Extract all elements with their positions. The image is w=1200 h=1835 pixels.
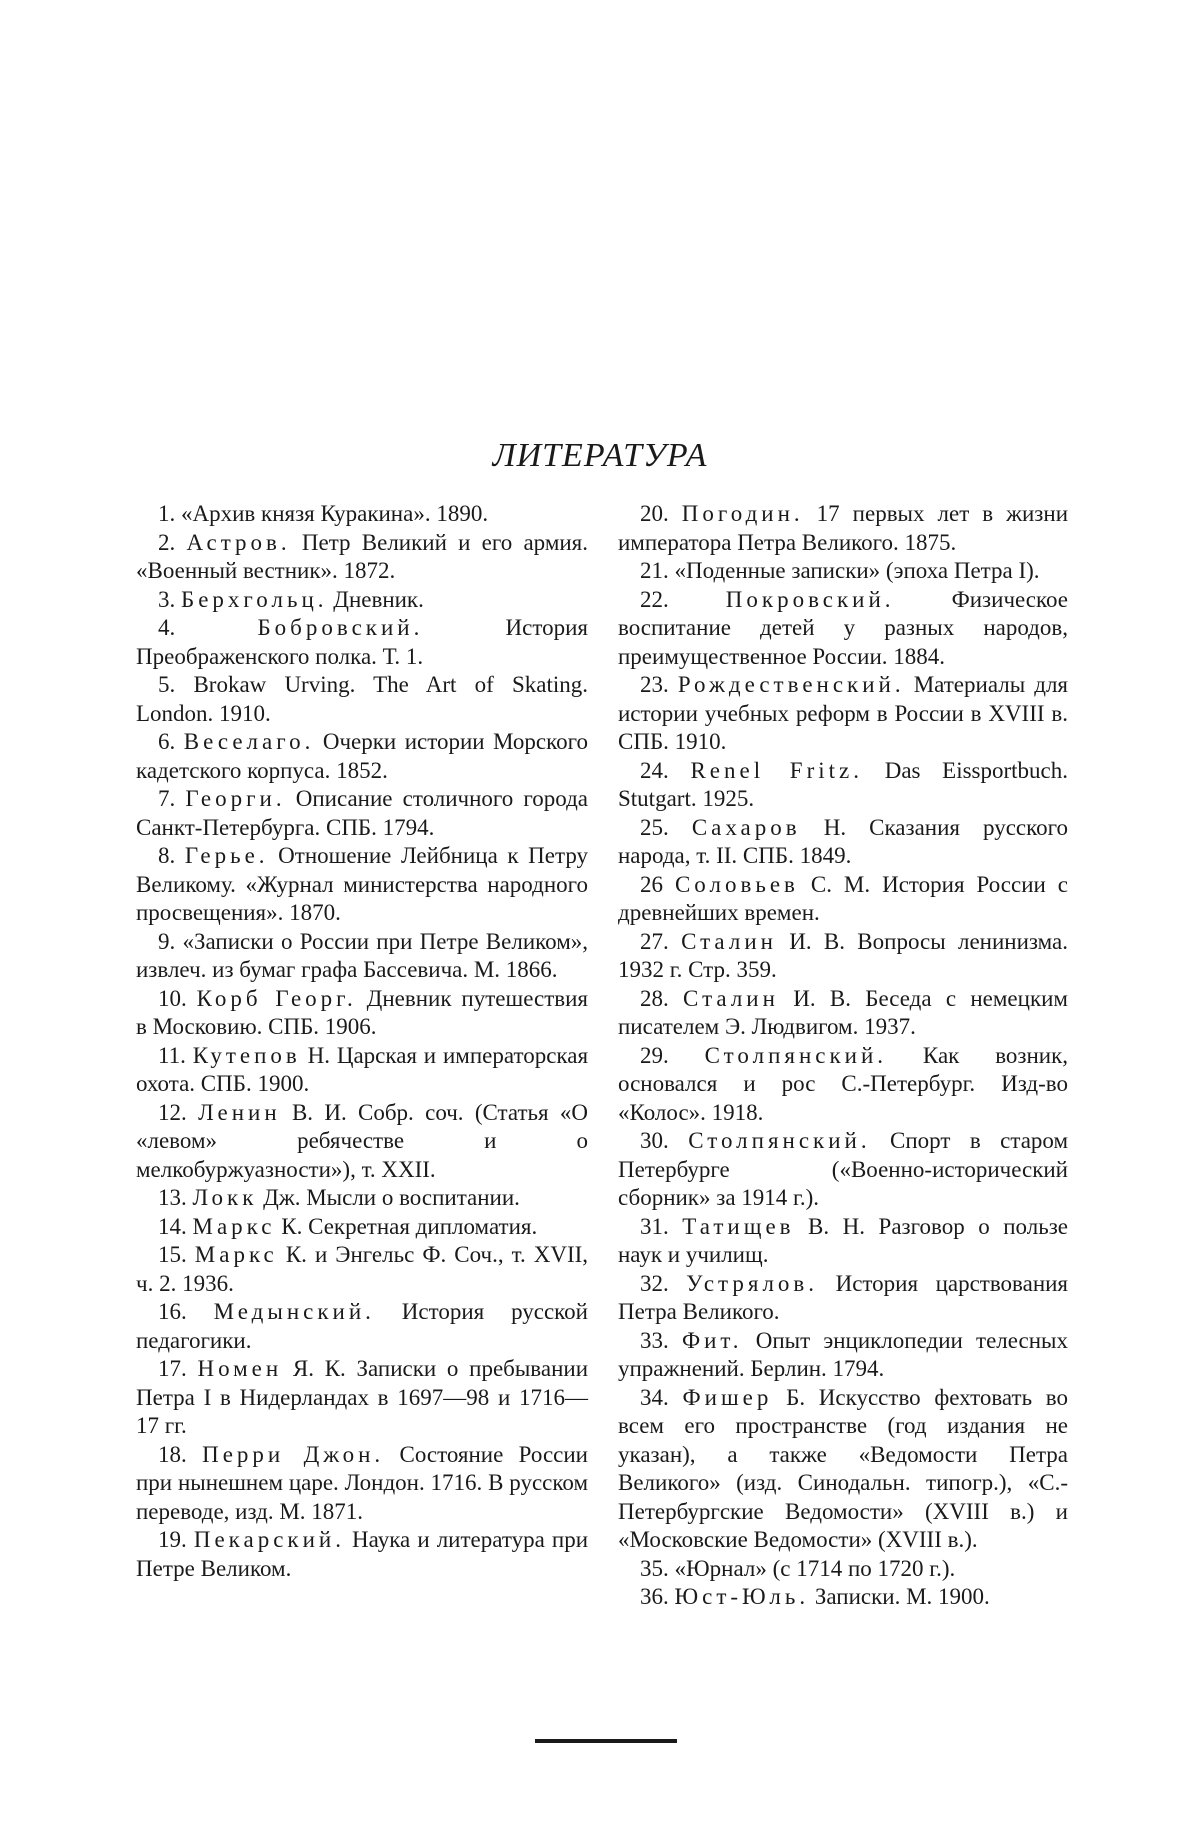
bibliography-entry [136, 985, 588, 1042]
entry-author: Рождественский. [677, 672, 905, 697]
entry-text: В. И. Собр. соч. (Статья «О «левом» ребячестве и о мелкобуржуазности»), т. XXII. [136, 1099, 589, 1182]
entry-text: «Записки о России при Петре Великом», извлеч. из бумаг графа Бассевича. М. 1866. [136, 928, 588, 982]
entry-text: Как возник, основался и рос С.-Петербург. Изд-во «Колос». 1918. [618, 1042, 1069, 1125]
bibliography-column-right [618, 500, 1068, 1612]
bibliography-entry [136, 1526, 588, 1583]
entry-number: 4. [158, 615, 176, 640]
entry-author: Сталин [681, 928, 777, 954]
entry-text: Отношение Лейбница к Петру Великому. «Журнал министерства народного просвещения». 1870. [136, 843, 589, 925]
bibliography-entry [618, 757, 1068, 814]
entry-author: Татищев [682, 1213, 795, 1239]
entry-author: Георги. [185, 786, 286, 811]
entry-author: Номен [197, 1356, 283, 1381]
entry-number: 19. [158, 1527, 187, 1552]
bibliography-entry [618, 1270, 1068, 1327]
bibliography-entry [136, 728, 588, 785]
entry-text: «Поденные записки» (эпоха Петра I). [674, 558, 1040, 583]
bibliography-entry [618, 1555, 1068, 1584]
bibliography-entry [618, 1327, 1068, 1384]
entry-number: 31. [640, 1213, 669, 1239]
entry-number: 34. [640, 1384, 669, 1410]
entry-text: Я. К. Записки о пребывании Петра I в Нидерландах в 1697—98 и 1716—17 гг. [136, 1356, 588, 1438]
entry-number: 2. [158, 529, 176, 555]
bibliography-entry [136, 529, 588, 586]
end-rule [535, 1739, 677, 1743]
bibliography-entry [618, 557, 1068, 586]
entry-number: 15. [158, 1242, 187, 1267]
bibliography-entry [618, 1384, 1068, 1555]
entry-number: 1. [158, 501, 176, 526]
bibliography-entry [136, 928, 588, 985]
entry-author: Сталин [683, 985, 779, 1011]
entry-text: Спорт в старом Петербурге («Военно-исторический сборник» за 1914 г.). [618, 1128, 1069, 1210]
bibliography-entry [136, 500, 588, 529]
entry-author: Медынский. [213, 1299, 375, 1324]
entry-author: Покровский. [725, 586, 895, 612]
bibliography-entry [136, 842, 588, 928]
entry-text: История Преображенского полка. Т. 1. [136, 615, 589, 669]
entry-text: К. Секретная дипломатия. [281, 1213, 538, 1239]
bibliography-entry [618, 871, 1068, 928]
entry-author: Устрялов. [686, 1270, 819, 1296]
entry-author: Юст-Юль. [674, 1584, 810, 1609]
entry-number: 36. [640, 1584, 669, 1609]
bibliography-entry [136, 614, 588, 671]
entry-text: 17 первых лет в жизни императора Петра Великого. 1875. [618, 501, 1069, 555]
entry-author: Кутепов [192, 1042, 301, 1068]
entry-number: 13. [158, 1185, 187, 1210]
entry-number: 32. [640, 1270, 669, 1296]
bibliography-entry [618, 1583, 1068, 1612]
entry-number: 12. [158, 1099, 187, 1125]
entry-text: Н. Сказания русского народа, т. II. СПБ. 1849. [618, 814, 1069, 868]
entry-author: Астров. [186, 529, 291, 555]
entry-number: 29. [640, 1042, 669, 1068]
entry-number: 9. [158, 928, 176, 954]
entry-text: История царствования Петра Великого. [618, 1270, 1069, 1324]
entry-text: С. М. История России с древнейших времен. [618, 871, 1069, 925]
entry-number: 3. [158, 586, 176, 612]
bibliography-entry [136, 586, 588, 615]
entry-author: Герье. [184, 843, 269, 868]
entry-number: 20. [640, 501, 669, 526]
entry-text: История русской педагогики. [136, 1299, 588, 1353]
entry-number: 27. [640, 928, 669, 954]
entry-number: 18. [158, 1441, 187, 1467]
bibliography-entry [136, 1099, 588, 1185]
bibliography-entry [618, 1042, 1068, 1128]
entry-text: Дневник. [333, 586, 424, 612]
entry-text: Физическое воспитание детей у разных народов, преимущественное России. 1884. [618, 586, 1069, 669]
entry-number: 24. [640, 757, 669, 783]
entry-author: Перри Джон. [202, 1441, 385, 1467]
bibliography-column-left [136, 500, 588, 1583]
entry-author: Корб Георг. [196, 985, 357, 1011]
entry-text: Дж. Мысли о воспитании. [263, 1185, 520, 1210]
entry-number: 21. [640, 558, 669, 583]
entry-number: 8. [158, 843, 176, 868]
entry-text: Очерки истории Морского кадетского корпуса. 1852. [136, 729, 589, 783]
entry-text: К. и Энгельс Ф. Соч., т. XVII, ч. 2. 1936. [136, 1242, 589, 1296]
entry-text: Материалы для истории учебных реформ в России в XVIII в. СПБ. 1910. [618, 672, 1068, 754]
entry-text: В. Н. Разговор о пользе наук и училищ. [618, 1213, 1069, 1267]
bibliography-entry [136, 1355, 588, 1441]
entry-author: Фит. [681, 1327, 743, 1353]
entry-author: Бобровский. [257, 615, 424, 640]
bibliography-entry [618, 928, 1068, 985]
entry-author: Столпянский. [704, 1042, 888, 1068]
entry-text: Наука и литература при Петре Великом. [136, 1527, 589, 1581]
bibliography-entry [618, 1127, 1068, 1213]
entry-text: Б. Искусство фехтовать во всем его пространстве (год издания не указан), а также «Ведомости Петра Великого» (изд. Синодальн. типогр.), «С.-Петербургские Ведомости» (XVIII в.) и «Московские Ведомости» (XVIII в.). [618, 1384, 1069, 1552]
bibliography-entry [618, 500, 1068, 557]
entry-number: 16. [158, 1299, 187, 1324]
entry-number: 11. [158, 1042, 186, 1068]
entry-text: И. В. Беседа с немецким писателем Э. Людвигом. 1937. [618, 985, 1068, 1039]
bibliography-entry [136, 1213, 588, 1242]
entry-text: Brokaw Urving. The Art of Skating. London. 1910. [136, 672, 588, 726]
entry-text: Состояние России при нынешнем царе. Лондон. 1716. В русском переводе, изд. М. 1871. [136, 1441, 588, 1524]
entry-author: Соловьев [674, 871, 799, 897]
bibliography-entry [618, 1213, 1068, 1270]
bibliography-entry [136, 671, 588, 728]
entry-number: 22. [640, 586, 669, 612]
entry-text: Дневник путешествия в Московию. СПБ. 1906. [136, 985, 588, 1039]
entry-author: Маркс [194, 1242, 278, 1267]
entry-author: Renel Fritz. [690, 757, 863, 783]
entry-author: Берхгольц. [181, 586, 328, 612]
entry-number: 23. [640, 672, 669, 697]
entry-number: 7. [158, 786, 176, 811]
entry-number: 25. [640, 814, 669, 840]
bibliography-entry [618, 671, 1068, 757]
entry-number: 26 [640, 871, 663, 897]
entry-text: «Юрнал» (с 1714 по 1720 г.). [674, 1555, 956, 1581]
entry-text: И. В. Вопросы ленинизма. 1932 г. Стр. 359. [618, 928, 1069, 982]
entry-number: 30. [640, 1128, 669, 1153]
entry-number: 33. [640, 1327, 669, 1353]
entry-number: 35. [640, 1555, 669, 1581]
entry-number: 28. [640, 985, 669, 1011]
bibliography-entry [136, 1184, 588, 1213]
entry-author: Сахаров [691, 814, 801, 840]
entry-number: 17. [158, 1356, 187, 1381]
entry-author: Веселаго. [183, 729, 315, 754]
entry-author: Фишер [682, 1384, 773, 1410]
entry-number: 10. [158, 985, 187, 1011]
bibliography-entry [618, 586, 1068, 672]
entry-author: Ленин [198, 1099, 281, 1125]
entry-author: Локк [192, 1185, 258, 1210]
entry-text: Записки. М. 1900. [814, 1584, 990, 1609]
entry-author: Столпянский. [688, 1128, 871, 1153]
entry-number: 14. [158, 1213, 187, 1239]
bibliography-entry [618, 985, 1068, 1042]
entry-number: 5. [158, 672, 176, 697]
bibliography-entry [136, 1298, 588, 1355]
entry-text: Петр Великий и его армия. «Военный вестник». 1872. [136, 529, 589, 583]
page-title: ЛИТЕРАТУРА [492, 437, 708, 474]
entry-text: Описание столичного города Санкт-Петербурга. СПБ. 1794. [136, 786, 589, 840]
entry-author: Погодин. [681, 501, 804, 526]
entry-text: Н. Царская и императорская охота. СПБ. 1900. [136, 1042, 589, 1096]
entry-author: Маркс [192, 1213, 276, 1239]
entry-text: «Архив князя Куракина». 1890. [181, 501, 489, 526]
bibliography-entry [136, 1042, 588, 1099]
entry-text: Das Eissportbuch. Stutgart. 1925. [618, 757, 1069, 811]
bibliography-entry [136, 785, 588, 842]
entry-author: Пекарский. [193, 1527, 345, 1552]
bibliography-entry [618, 814, 1068, 871]
entry-text: Опыт энциклопедии телесных упражнений. Берлин. 1794. [618, 1327, 1069, 1381]
bibliography-entry [136, 1441, 588, 1527]
bibliography-entry [136, 1241, 588, 1298]
entry-number: 6. [158, 729, 176, 754]
